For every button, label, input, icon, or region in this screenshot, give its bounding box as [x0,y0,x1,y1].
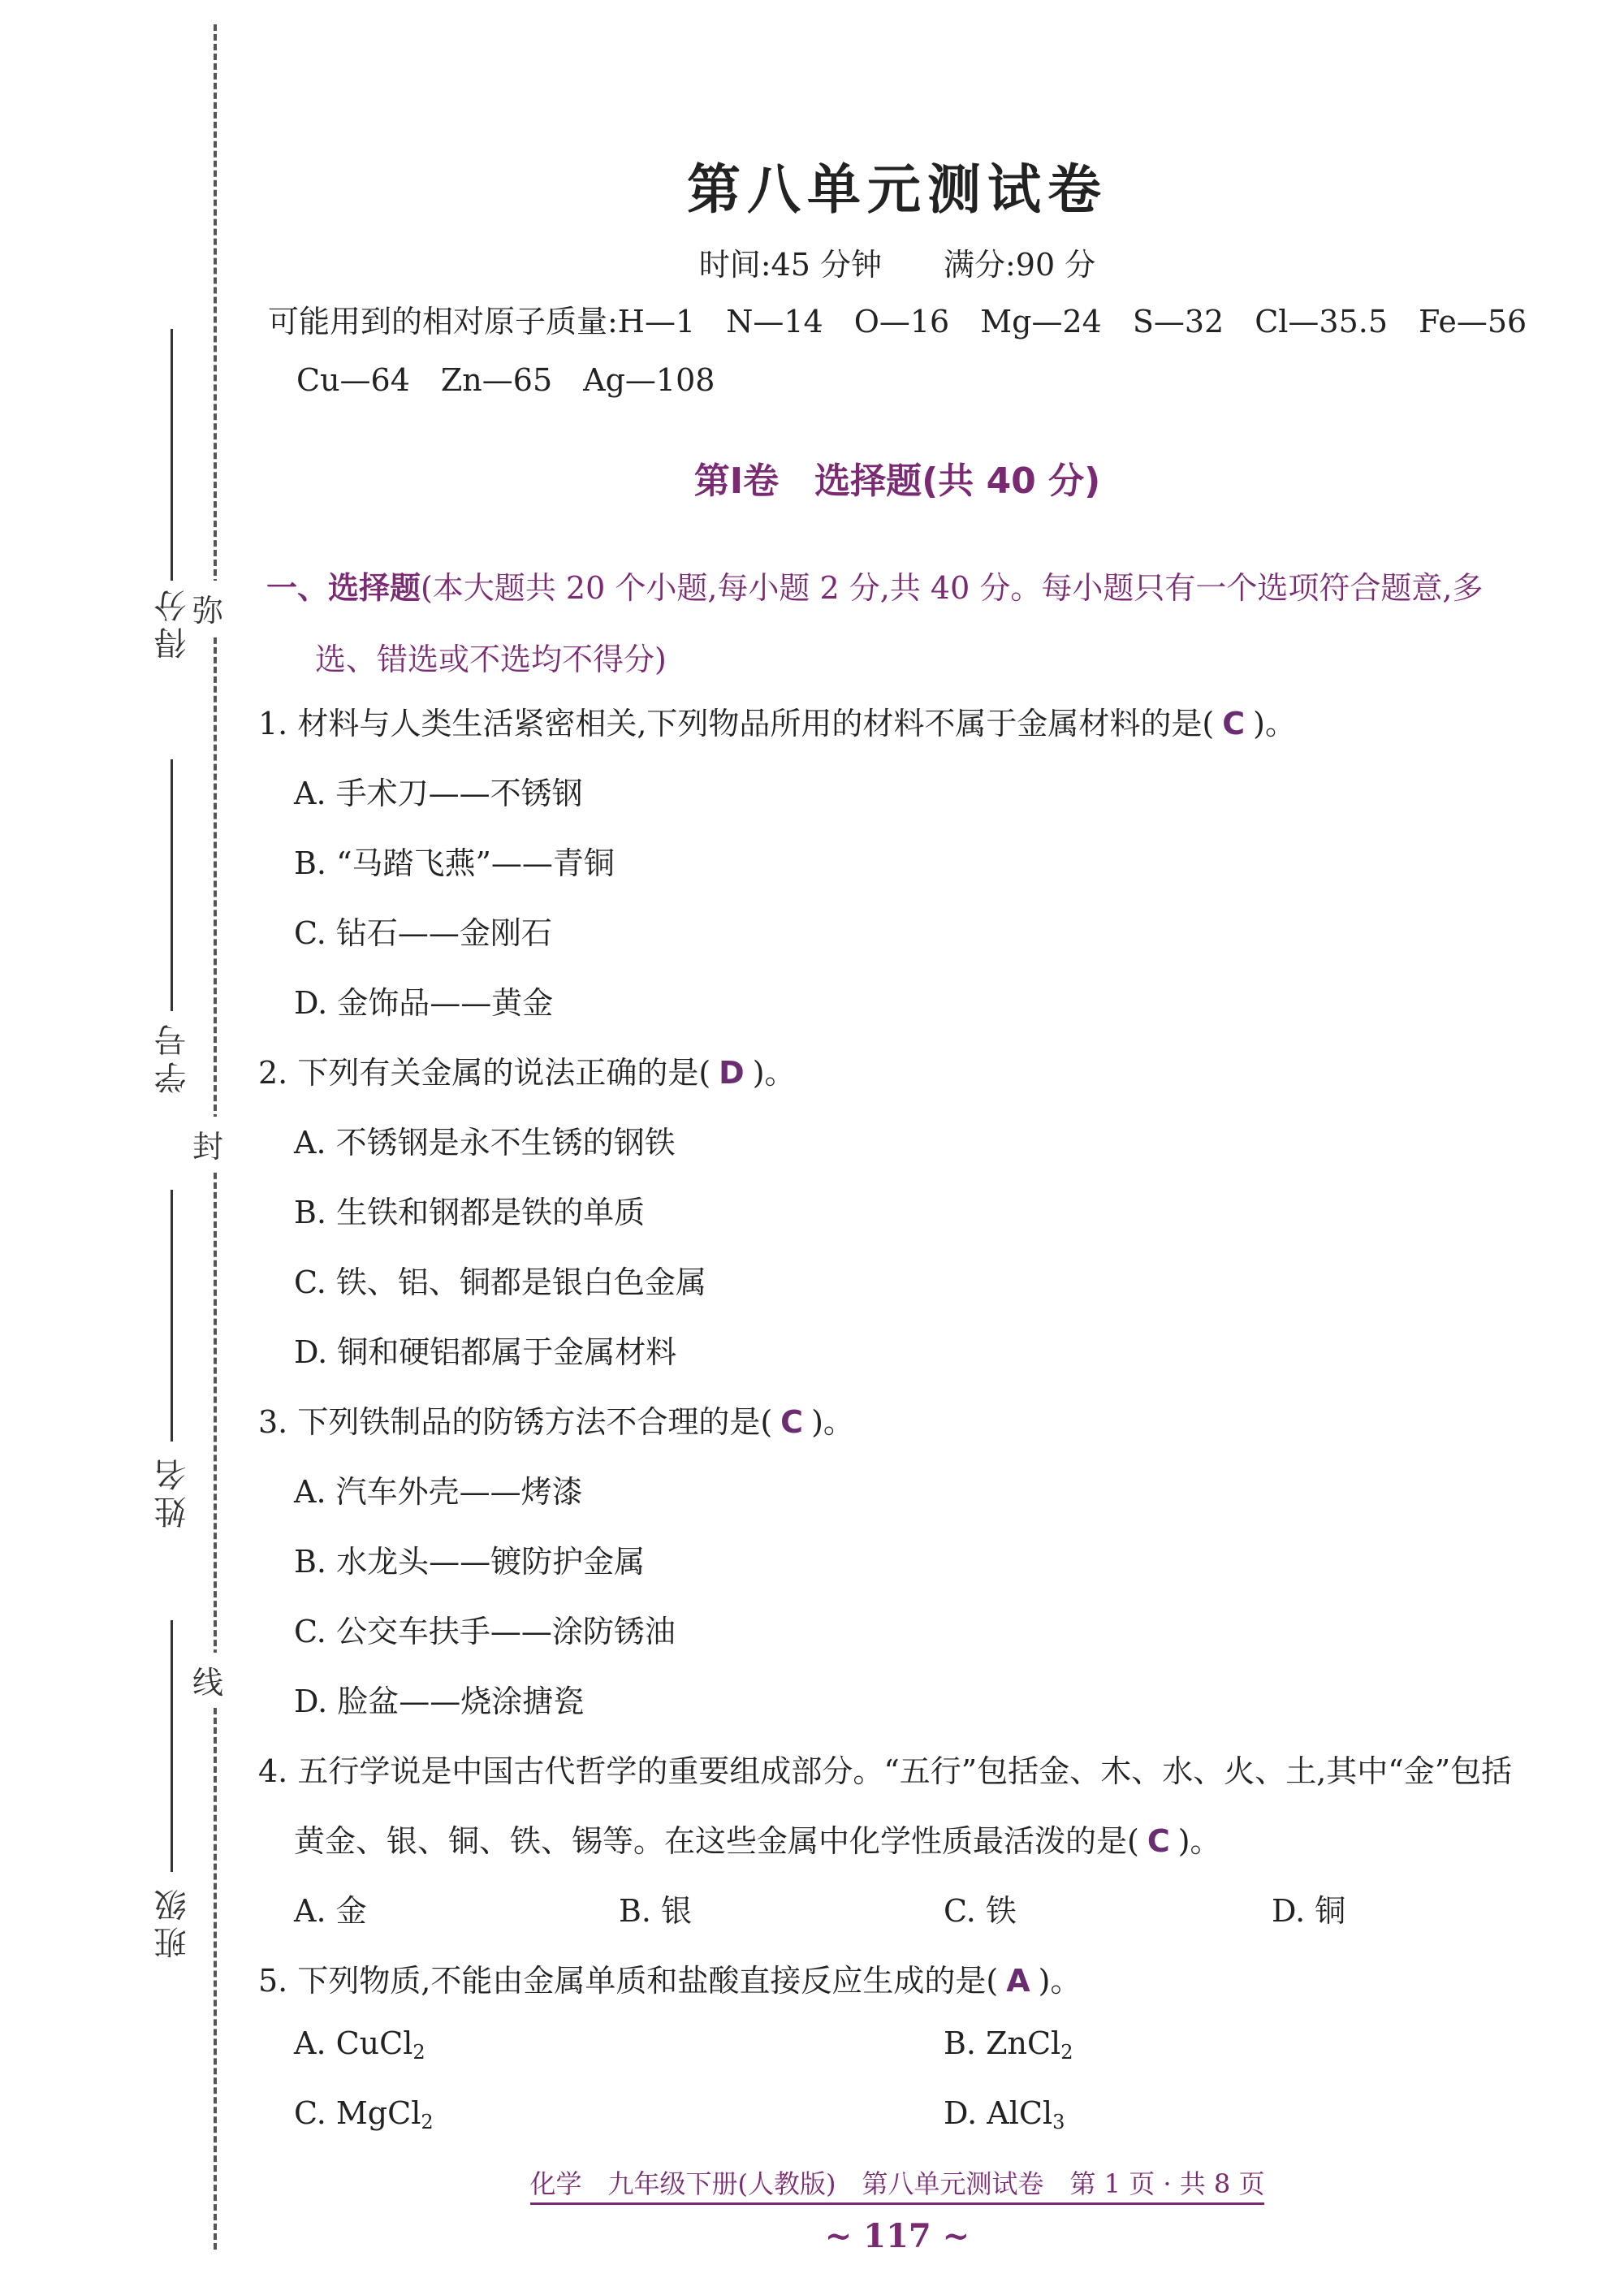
question-stem: 3. 下列铁制品的防锈方法不合理的是( [258,1404,773,1440]
exam-time-score [0,240,1624,284]
atomic-masses-line-2: Cu—64 Zn—65 Ag—108 [296,362,715,398]
question-close: )。 [1038,1963,1082,1999]
option-b: B. 水龙头——镀防护金属 [294,1544,646,1580]
option-b: B. “马踏飞燕”——青铜 [294,845,615,881]
section-heading: 第Ⅰ卷 选择题(共 40 分) [693,460,1101,502]
option-c: C. 钻石——金刚石 [294,915,552,951]
option-c: C. 公交车扶手——涂防锈油 [294,1614,676,1649]
question-stem: 1. 材料与人类生活紧密相关,下列物品所用的材料不属于金属材料的是( [258,706,1215,741]
option-d: D. 铜和硬铝都属于金属材料 [294,1334,677,1370]
option-b: B. 银 [619,1893,693,1929]
name-field-label: 姓名 [154,1454,192,1528]
section-instructions [266,552,1549,695]
option-a: A. 金 [294,1893,367,1929]
answer-mark: C [1147,1823,1170,1859]
class-write-line [171,1620,173,1872]
question-close: )。 [811,1404,854,1440]
question-2 [258,1048,796,1092]
option-d: D. 铜 [1272,1893,1346,1929]
option-b: B. ZnCl$_2$ [944,2025,1073,2064]
option-d: D. 脸盆——烧涂搪瓷 [294,1684,585,1719]
instructions-text-1: (本大题共 20 个小题,每小题 2 分,共 40 分。每小题只有一个选项符合题意,多 [421,570,1484,606]
atomic-masses-line-1: 可能用到的相对原子质量:H—1 N—14 O—16 Mg—24 S—32 Cl—35.5 Fe—56 [268,304,1527,339]
answer-mark: A [1006,1963,1030,1999]
option-d: D. AlCl$_3$ [944,2095,1065,2133]
option-c: C. 铁 [944,1893,1017,1929]
question-close: )。 [1253,706,1296,741]
instructions-lead: 一、选择题 [266,570,421,606]
question-close: )。 [752,1055,796,1091]
atomic-masses [268,292,1567,409]
question-stem: 4. 五行学说是中国古代哲学的重要组成部分。“五行”包括金、木、水、火、土,其中“金”包括 [258,1753,1513,1789]
answer-mark: D [719,1055,745,1091]
option-a: A. 汽车外壳——烤漆 [294,1474,583,1510]
question-1 [258,698,1296,743]
option-c: C. 铁、铝、铜都是银白色金属 [294,1264,706,1300]
option-d: D. 金饰品——黄金 [294,985,554,1021]
option-c: C. MgCl$_2$ [294,2095,434,2133]
class-field-label: 班级 [154,1884,192,1959]
question-close: )。 [1177,1823,1221,1859]
student-id-field-label: 学号 [154,1019,192,1094]
fold-mark-xian: 线 [192,1653,223,1707]
answer-mark: C [1222,706,1246,741]
footer-text: 化学 九年级下册(人教版) 第八单元测试卷 第 1 页 · 共 8 页 [530,2168,1265,2205]
question-3 [258,1397,854,1442]
page-footer [0,2163,1624,2201]
question-4 [258,1746,1512,1791]
name-write-line [171,1190,173,1442]
fold-mark-mi: 弥 [192,581,223,635]
question-stem: 5. 下列物质,不能由金属单质和盐酸直接反应生成的是( [258,1963,999,1999]
page-title: 第八单元测试卷 [687,158,1108,221]
answer-mark: C [780,1404,804,1440]
score-label: 满分:90 分 [944,247,1096,283]
question-5 [258,1956,1082,2000]
fold-mark-feng: 封 [192,1117,223,1171]
option-a: A. CuCl$_2$ [294,2025,425,2064]
option-a: A. 不锈钢是永不生锈的钢铁 [294,1125,676,1161]
question-4-continued [294,1816,1221,1861]
option-b: B. 生铁和钢都是铁的单质 [294,1195,646,1230]
question-stem: 2. 下列有关金属的说法正确的是( [258,1055,711,1091]
question-stem-continued: 黄金、银、铜、铁、锡等。在这些金属中化学性质最活泼的是( [294,1823,1139,1859]
student-id-write-line [171,759,173,1011]
page-number: ~ 117 ~ [824,2217,970,2255]
option-a: A. 手术刀——不锈钢 [294,776,583,811]
score-field-label: 得分 [154,585,192,659]
time-label: 时间:45 分钟 [698,247,882,283]
instructions-text-2: 选、错选或不选均不得分) [315,642,667,677]
